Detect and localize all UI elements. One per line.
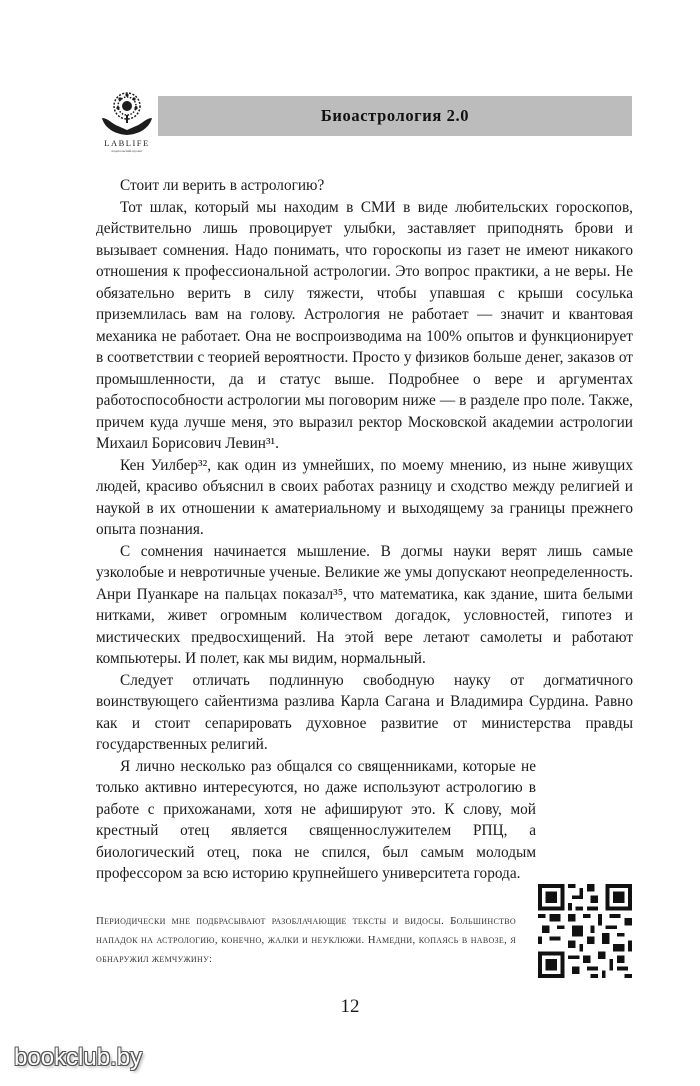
tree-hands-icon	[96, 88, 158, 140]
paragraph: Тот шлак, который мы находим в СМИ в виде любительских гороскопов, действительно лишь провоцирует улыбки, заставляет приподнять брови и вызывает сомнения. Надо понимать, что гороскопы из газет не имеют никакого отношения к профессиональной астрологии. Это вопрос практики, а не веры. Не обязательно верить в силу тяжести, чтобы упавшая с крыши сосулька приземлилась вам на голову. Астрология не работает — значит и квантовая механика не работает. Она не воспроизводима на 100% опытов и функционирует в соответствии с теорией вероятности. Просто у физиков больше денег, заказов от промышленности, да и статус выше. Подробнее о вере и аргументах работоспособности астрологии мы поговорим ниже — в разделе про поле. Также, причем куда лучше меня, это выразил ректор Московской академии астрологии Михаил Борисович Левин³¹.	[96, 198, 633, 452]
publisher-logo	[96, 88, 158, 158]
main-text	[96, 175, 633, 885]
logo-tagline: издательский проект	[111, 149, 143, 153]
running-header	[158, 96, 632, 136]
watermark: bookclub.by	[14, 1044, 143, 1071]
logo-name: LABLIFE	[104, 138, 150, 148]
paragraph: Следует отличать подлинную свободную науку от догматичного воинствующего сайентизма разлива Карла Сагана и Владимира Сурдина. Равно как и стоит сепарировать духовное развитие от министерства правды государственных религий.	[96, 671, 633, 753]
paragraph: С сомнения начинается мышление. В догмы науки верят лишь самые узколобые и невротичные ученые. Великие же умы допускают неопределенность. Анри Пуанкаре на пальцах показал³⁵, что математика, как здание, шита белыми нитками, живет огромным количеством догадок, условностей, гипотез и мистических предвосхищений. На этой вере летают самолеты и работают компьютеры. И полет, как мы видим, нормальный.	[96, 542, 633, 667]
paragraph: Я лично несколько раз общался со священниками, которые не только активно интересуются, но даже используют астрологию в работе с прихожанами, хотя не афишируют это. К слову, мой крестный отец является священнослужителем РПЦ, а биологический отец, пока не спился, был самым молодым профессором за всю историю крупнейшего университета города.	[96, 757, 536, 882]
paragraph: Кен Уилбер³², как один из умнейших, по моему мнению, из ныне живущих людей, красиво объяснил в своих работах разницу и сходство между религией и наукой в их отношении к аматериальному и выходящему за границы прежнего опыта познания.	[96, 456, 633, 538]
side-note: Периодически мне подбрасывают разоблачающие тексты и видосы. Большинство нападок на астрологию, конечно, жалки и неуклюжи. Намедни, копаясь в навозе, я обнаружил жемчужину:	[96, 915, 516, 965]
paragraph: Стоит ли верить в астрологию?	[120, 177, 325, 194]
page-number: 12	[340, 996, 360, 1017]
qr-code[interactable]	[538, 884, 632, 978]
book-title: Биоастрология 2.0	[320, 106, 470, 125]
